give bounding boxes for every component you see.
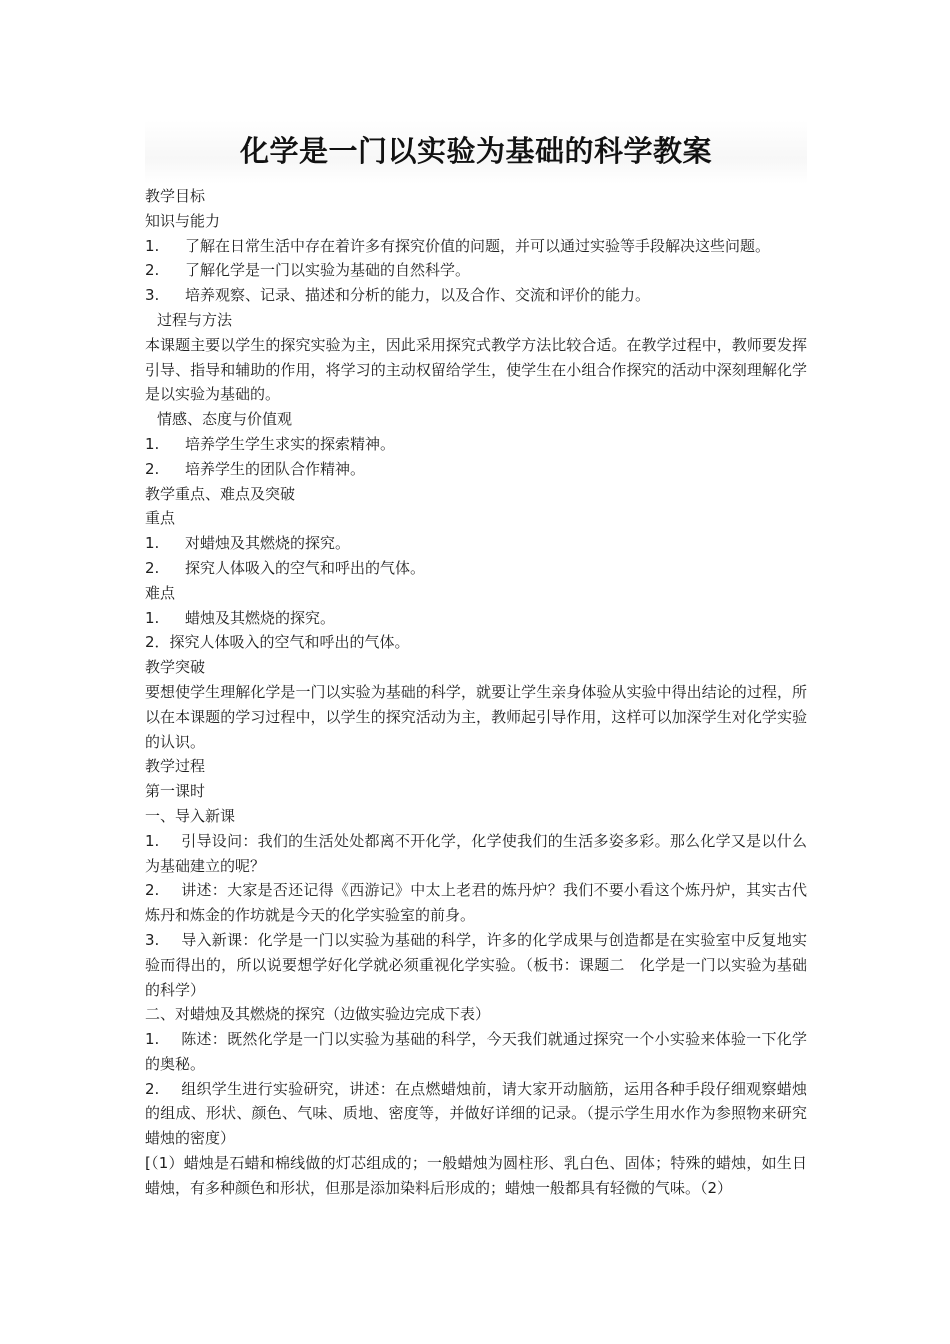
paragraph: [（1）蜡烛是石蜡和棉线做的灯芯组成的；一般蜡烛为圆柱形、乳白色、固体；特殊的蜡烛，如生日蜡烛，有多种颜色和形状，但那是添加染料后形成的；蜡烛一般都具有轻微的气味。（2） (145, 1154, 807, 1197)
heading-focus: 重点 (145, 509, 176, 528)
list-item: 1. 培养学生学生求实的探索精神。 (145, 434, 396, 453)
heading-teaching-process: 教学过程 (145, 757, 206, 776)
list-item: 2. 探究人体吸入的空气和呼出的气体。 (145, 558, 426, 577)
heading-introduction: 一、导入新课 (145, 806, 236, 825)
list-item: 1. 蜡烛及其燃烧的探究。 (145, 608, 336, 627)
heading-emotion-values: 情感、态度与价值观 (157, 410, 293, 429)
list-item: 2. 组织学生进行实验研究，讲述：在点燃蜡烛前，请大家开动脑筋，运用各种手段仔细观察蜡烛的组成、形状、颜色、气味、质地、密度等，并做好详细的记录。（提示学生用水作为参照物来研究蜡烛的密度） (145, 1079, 807, 1148)
heading-first-lesson: 第一课时 (145, 782, 206, 801)
list-item: 1. 陈述：既然化学是一门以实验为基础的科学，今天我们就通过探究一个小实验来体验一下化学的奥秘。 (145, 1030, 807, 1073)
list-item: 3. 导入新课：化学是一门以实验为基础的科学，许多的化学成果与创造都是在实验室中反复地实验而得出的，所以说要想学好化学就必须重视化学实验。（板书：课题二 化学是一门以实验为基础的科学） (145, 930, 807, 999)
list-item: 3. 培养观察、记录、描述和分析的能力，以及合作、交流和评价的能力。 (145, 286, 651, 305)
heading-candle-inquiry: 二、对蜡烛及其燃烧的探究（边做实验边完成下表） (145, 1005, 491, 1024)
list-item: 2. 培养学生的团队合作精神。 (145, 459, 366, 478)
list-item: 1. 引导设问：我们的生活处处都离不开化学，化学使我们的生活多姿多彩。那么化学又是以什么为基础建立的呢？ (145, 831, 807, 875)
paragraph: 本课题主要以学生的探究实验为主，因此采用探究式教学方法比较合适。在教学过程中，教师要发挥引导、指导和辅助的作用，将学习的主动权留给学生，使学生在小组合作探究的活动中深刻理解化学是以实验为基础的。 (145, 335, 807, 404)
heading-difficulty: 难点 (145, 583, 176, 602)
paragraph: 要想使学生理解化学是一门以实验为基础的科学，就要让学生亲身体验从实验中得出结论的过程，所以在本课题的学习过程中，以学生的探究活动为主，教师起引导作用，这样可以加深学生对化学实验的认识。 (145, 682, 807, 751)
list-item: 2. 讲述：大家是否还记得《西游记》中太上老君的炼丹炉？我们不要小看这个炼丹炉，其实古代炼丹和炼金的作坊就是今天的化学实验室的前身。 (145, 881, 807, 925)
heading-key-points: 教学重点、难点及突破 (145, 484, 296, 503)
document-page (145, 120, 807, 1201)
heading-process-method: 过程与方法 (157, 310, 233, 329)
document-title: 化学是一门以实验为基础的科学教案 (145, 120, 807, 184)
list-item: 1. 了解在日常生活中存在着许多有探究价值的问题，并可以通过实验等手段解决这些问题。 (145, 236, 771, 255)
list-item: 2. 了解化学是一门以实验为基础的自然科学。 (145, 261, 471, 280)
heading-knowledge-ability: 知识与能力 (145, 211, 221, 230)
heading-breakthrough: 教学突破 (145, 658, 206, 677)
list-item: 2．探究人体吸入的空气和呼出的气体。 (145, 633, 410, 652)
list-item: 1. 对蜡烛及其燃烧的探究。 (145, 534, 351, 553)
heading-teaching-goals: 教学目标 (145, 187, 206, 205)
